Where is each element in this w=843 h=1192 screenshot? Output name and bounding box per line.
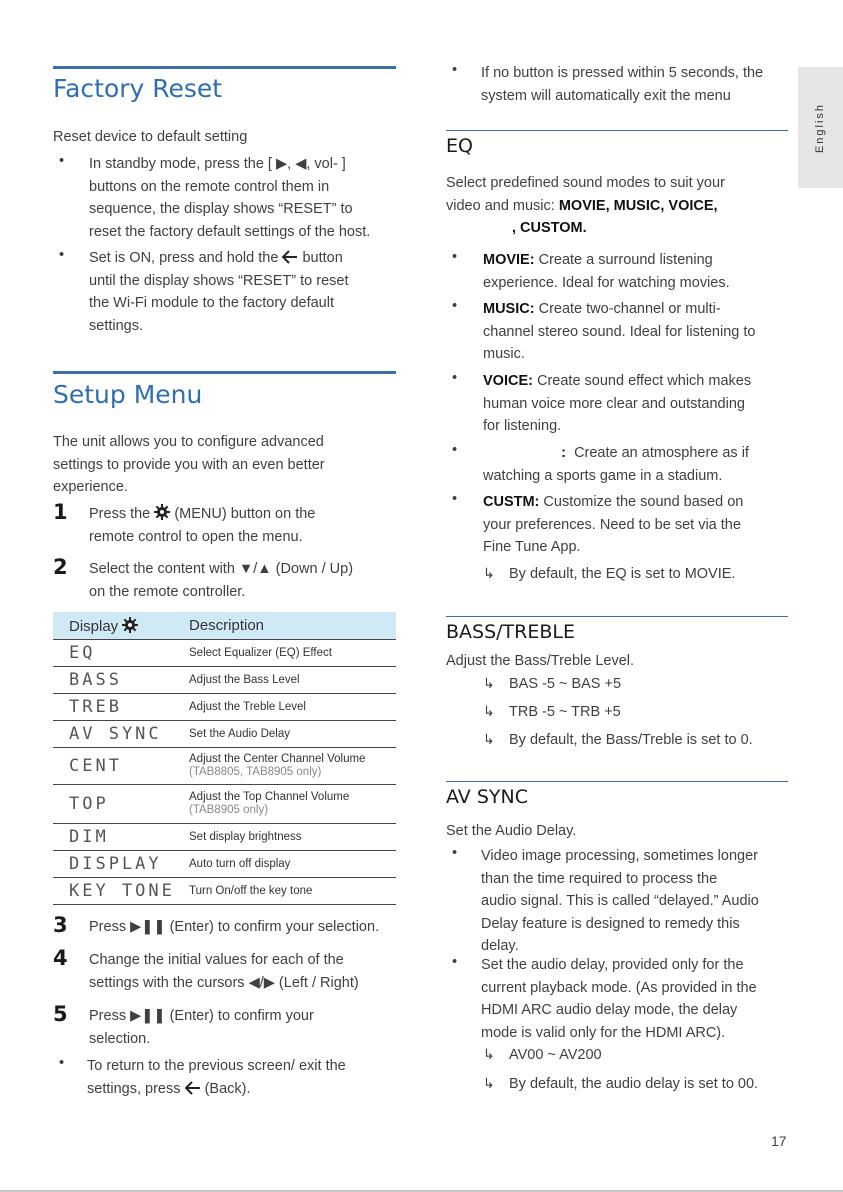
table-row: CENT Adjust the Center Channel Volume (TAB8805, TAB8905 only) xyxy=(53,748,396,785)
setup-menu-intro: The unit allows you to configure advanced settings to provide you with an even better experience. xyxy=(53,434,325,495)
bullet-dot: • xyxy=(452,491,458,507)
treble-range-note: TRB -5 ~ TRB +5 xyxy=(509,704,621,720)
step-2-text: Select the content with ▼/▲ (Down / Up) on the remote controller. xyxy=(89,561,354,600)
setup-menu-title: Setup Menu xyxy=(53,380,203,409)
bullet-dot: • xyxy=(59,1055,65,1071)
bullet-dot: • xyxy=(59,153,65,169)
bullet-dot: • xyxy=(452,298,458,314)
language-tab xyxy=(798,67,843,188)
step-3-text: Press ▶❚❚ (Enter) to confirm your selection. xyxy=(89,919,380,935)
step-number-3: 3 xyxy=(53,913,68,937)
table-row: EQ Select Equalizer (EQ) Effect xyxy=(53,640,396,667)
av-range-note: AV00 ~ AV200 xyxy=(509,1047,602,1063)
step-number-1: 1 xyxy=(53,500,68,524)
eq-item-custom: CUSTM: Customize the sound based on your preferences. Need to be set via the Fine Tune App. xyxy=(483,494,744,555)
eq-title: EQ xyxy=(446,135,473,157)
bullet-dot: • xyxy=(452,249,458,265)
back-arrow-icon xyxy=(185,1081,201,1097)
av-sync-intro: Set the Audio Delay. xyxy=(446,823,577,839)
eq-item-music: MUSIC: Create two-channel or multi- channel stereo sound. Ideal for listening to music. xyxy=(483,301,756,362)
section-rule xyxy=(446,616,788,617)
bass-treble-default-note: By default, the Bass/Treble is set to 0. xyxy=(509,732,753,748)
table-header xyxy=(53,612,396,640)
result-arrow-icon: ↳ xyxy=(483,731,495,747)
header-display: Display xyxy=(53,612,189,640)
step-number-5: 5 xyxy=(53,1002,68,1026)
table-row: TOP Adjust the Top Channel Volume (TAB8905 only) xyxy=(53,785,396,824)
result-arrow-icon: ↳ xyxy=(483,703,495,719)
eq-item-voice: VOICE: Create sound effect which makes human voice more clear and outstanding for listening. xyxy=(483,373,752,434)
av-sync-bullet-1: Video image processing, sometimes longer than the time required to process the audio signal. This is called “delayed.” Audio Delay feature is designed to remedy this delay. xyxy=(481,848,759,954)
bullet-dot: • xyxy=(452,845,458,861)
gear-icon xyxy=(122,618,138,635)
bullet-dot: • xyxy=(452,370,458,386)
table-row: KEY TONE Turn On/off the key tone xyxy=(53,878,396,905)
step-5-text: Press ▶❚❚ (Enter) to confirm your selection. xyxy=(89,1008,314,1047)
menu-timeout-note: If no button is pressed within 5 seconds, the system will automatically exit the menu xyxy=(481,65,764,104)
bass-range-note: BAS -5 ~ BAS +5 xyxy=(509,676,622,692)
av-sync-bullet-2: Set the audio delay, provided only for the current playback mode. (As provided in the HDMI ARC audio delay mode, the delay mode is valid only for the HDMI ARC). xyxy=(481,957,757,1041)
table-row: BASS Adjust the Bass Level xyxy=(53,667,396,694)
section-rule xyxy=(446,781,788,782)
eq-item-movie: MOVIE: Create a surround listening experience. Ideal for watching movies. xyxy=(483,252,730,291)
return-note: To return to the previous screen/ exit the settings, press (Back). xyxy=(87,1058,346,1097)
factory-reset-bullet-1: In standby mode, press the [ ▶, ◀, vol- ] buttons on the remote control them in sequence, the display shows “RESET” to reset the factory default settings of the host. xyxy=(89,156,371,240)
factory-reset-intro: Reset device to default setting xyxy=(53,129,248,145)
av-sync-title: AV SYNC xyxy=(446,786,528,808)
table-row: TREB Adjust the Treble Level xyxy=(53,694,396,721)
language-tab-label: English xyxy=(814,102,827,153)
settings-table xyxy=(53,612,396,905)
section-rule xyxy=(446,130,788,131)
av-default-note: By default, the audio delay is set to 00. xyxy=(509,1076,759,1092)
bullet-dot: • xyxy=(452,62,458,78)
bass-treble-title: BASS/TREBLE xyxy=(446,621,575,643)
gear-icon xyxy=(154,506,170,522)
bullet-dot: • xyxy=(452,954,458,970)
result-arrow-icon: ↳ xyxy=(483,675,495,691)
section-rule xyxy=(53,66,396,69)
eq-default-note: By default, the EQ is set to MOVIE. xyxy=(509,566,736,582)
bullet-dot: • xyxy=(452,442,458,458)
eq-item-sports: : Create an atmosphere as if watching a sports game in a stadium. xyxy=(483,445,749,484)
table-row: DISPLAY Auto turn off display xyxy=(53,851,396,878)
step-1-text: Press the (MENU) button on the remote control to open the menu. xyxy=(89,506,316,545)
result-arrow-icon: ↳ xyxy=(483,565,495,581)
step-number-2: 2 xyxy=(53,555,68,579)
header-description: Description xyxy=(189,612,396,640)
back-arrow-icon xyxy=(282,250,298,266)
section-rule xyxy=(53,371,396,374)
factory-reset-title: Factory Reset xyxy=(53,74,223,103)
factory-reset-bullet-2: Set is ON, press and hold the button until the display shows “RESET” to reset the Wi-Fi module to the factory default settings. xyxy=(89,250,349,334)
result-arrow-icon: ↳ xyxy=(483,1075,495,1091)
result-arrow-icon: ↳ xyxy=(483,1046,495,1062)
bullet-dot: • xyxy=(59,247,65,263)
step-number-4: 4 xyxy=(53,946,68,970)
eq-intro: Select predefined sound modes to suit your video and music: MOVIE, MUSIC, VOICE, , CUSTOM. xyxy=(446,175,725,236)
bass-treble-intro: Adjust the Bass/Treble Level. xyxy=(446,653,635,669)
table-row: AV SYNC Set the Audio Delay xyxy=(53,721,396,748)
page-number: 17 xyxy=(771,1133,787,1149)
table-row: DIM Set display brightness xyxy=(53,824,396,851)
step-4-text: Change the initial values for each of the settings with the cursors ◀/▶ (Left / Right) xyxy=(89,952,359,991)
